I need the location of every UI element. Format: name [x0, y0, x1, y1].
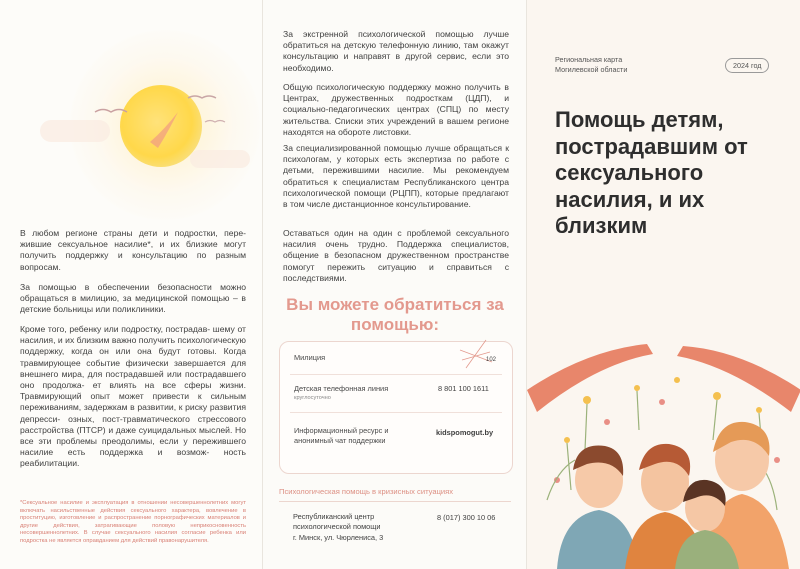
region-label: Региональная карта Могилевской области — [555, 55, 628, 74]
general-support-paragraph: Общую психологическую поддержку можно получить в Центрах, дружественных подросткам (ЦДП), и социально-педагогических центрах (СПЦ) по месту жительства. Списки этих учреждений в вашем регионе находятся на обороте листовки. — [283, 82, 509, 137]
intro-paragraph: В любом регионе страны дети и подростки, пере- жившие сексуальное насилие*, и их близкие могут получить поддержку и консультацию по разным вопросам. — [20, 228, 246, 272]
crisis-center-address: г. Минск, ул. Чюрлениса, 3 — [293, 533, 384, 542]
family-illustration — [527, 330, 800, 569]
divider — [290, 412, 502, 413]
contact-name-chat: Информационный ресурс и анонимный чат поддержки — [294, 426, 389, 445]
help-heading: Вы можете обратиться за помощью: — [286, 295, 504, 334]
divider — [279, 501, 511, 502]
highlight-star-icon — [456, 336, 496, 376]
safety-paragraph: За помощью в обеспечении безопасности можно обращаться в милицию, за медицинской помощью – в детские больницы или поликлиники. — [20, 282, 246, 315]
psychological-support-paragraph: Кроме того, ребенку или подростку, пострадав- шему от насилия, и их близким важно получить психологическую поддержку, когда он или она будут готовы. Когда травмирующее событие физически завершается для внешнего мира, для пострадавшей или пострадавшего оно продолжа- ет влиять на все сферы жизни. Травмирующий опыт может привести к сильным переживаниям, задержкам в развитии, к риску развития депресси- озных, пост-травматического стрессового расстройства (ПТСР) и даже суицидальных мыслей. Но все эти проблемы преодолимы, если у пережившего насилие есть поддержка и возмож- ность реабилитации. — [20, 324, 246, 469]
year-badge: 2024 год — [725, 58, 769, 73]
contact-name-police: Милиция — [294, 353, 326, 362]
contact-value-police[interactable]: 102 — [486, 357, 497, 363]
contact-note-helpline: круглосуточно — [294, 395, 331, 401]
contact-name-helpline: Детская телефонная линия — [294, 384, 389, 393]
contact-value-website[interactable]: kidspomogut.by — [436, 428, 494, 437]
birds-illustration — [0, 0, 262, 230]
cover-panel — [526, 0, 800, 569]
specialized-help-paragraph: За специализированной помощью лучше обращаться к психологам, у которых есть экспертиза по работе с детьми, пережившими насилие. Мы рекомендуем обратиться к специалистам Республиканского центра психологической помощи (РЦПП), которые предлагают в том числе дистанционное консультирование. — [283, 143, 509, 210]
crisis-center-name: Республиканский центр психологической помощи — [293, 512, 381, 531]
middle-panel — [262, 0, 526, 569]
cover-title: Помощь детям, пострадавшим от сексуального насилия, и их близким — [555, 107, 748, 238]
contact-value-helpline[interactable]: 8 801 100 1611 — [438, 384, 489, 393]
closing-paragraph: Оставаться один на один с проблемой сексуального насилия очень трудно. Поддержка специалистов, общение в безопасном дружественном пространстве помогут пережить ситуацию и справиться с последствиями. — [283, 228, 509, 283]
crisis-heading: Психологическая помощь в кризисных ситуациях — [279, 487, 454, 496]
right-hand — [677, 346, 800, 412]
footnote: *Сексуальное насилие и эксплуатация в отношении несовершеннолетних могут включать насильственные действия сексуального характера, вовлечение в проституцию, изготовление и распространение порнографических материалов и другие действия, затрагивающие половую неприкосновенность несовершеннолетних. В случае сексуального насилия согласие ребенка или подростка не является оправданием для действий правонарушителя. — [20, 500, 246, 544]
divider — [290, 374, 502, 375]
left-panel — [0, 0, 262, 569]
emergency-paragraph: За экстренной психологической помощью лучше обратиться на детскую телефонную линию, там окажут консультацию и направят в другой сервис, если это необходимо. — [283, 29, 509, 73]
contacts-card — [279, 341, 513, 474]
crisis-center-phone[interactable]: 8 (017) 300 10 06 — [437, 513, 496, 522]
